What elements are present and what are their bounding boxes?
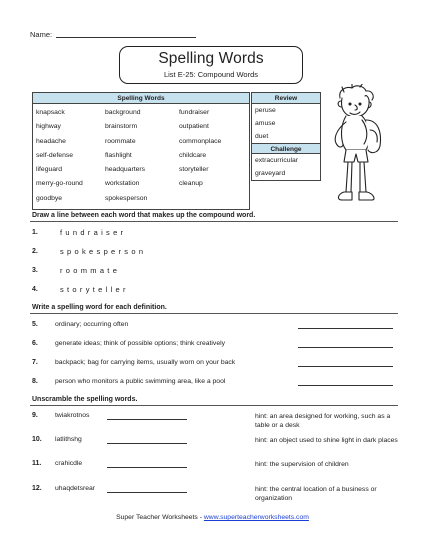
footer-text: Super Teacher Worksheets - bbox=[116, 514, 204, 521]
student-illustration bbox=[322, 84, 394, 212]
spelling-words-table bbox=[32, 92, 250, 210]
review-word: amuse bbox=[255, 120, 276, 127]
spelling-words-header: Spelling Words bbox=[33, 93, 249, 104]
hint-text: hint: an area designed for working, such as a table or a desk bbox=[255, 413, 391, 429]
scrambled-word: twiakrotnos bbox=[55, 412, 90, 419]
hint-text: hint: an object used to shine light in dark places bbox=[255, 437, 398, 444]
answer-line[interactable] bbox=[298, 385, 393, 386]
compound-word[interactable]: spokesperson bbox=[60, 247, 147, 256]
spelling-word: fundraiser bbox=[179, 109, 210, 116]
answer-line[interactable] bbox=[298, 328, 393, 329]
compound-word[interactable]: roommate bbox=[60, 266, 121, 275]
challenge-word: graveyard bbox=[255, 170, 286, 177]
footer bbox=[0, 514, 425, 521]
review-word: peruse bbox=[255, 107, 276, 114]
definition-text: backpack; bag for carrying items, usually worn on your back bbox=[55, 359, 236, 366]
challenge-header: Challenge bbox=[252, 143, 320, 154]
question-number: 8. bbox=[32, 378, 38, 385]
spelling-word: self-defense bbox=[36, 151, 74, 159]
answer-line[interactable] bbox=[107, 419, 187, 420]
spelling-word: roommate bbox=[105, 137, 136, 145]
spelling-word: lifeguard bbox=[36, 166, 63, 174]
name-line[interactable] bbox=[56, 37, 196, 38]
question-number: 6. bbox=[32, 340, 38, 347]
spelling-word: merry-go-round bbox=[36, 180, 83, 188]
review-header: Review bbox=[252, 93, 320, 104]
scrambled-word: crahicdle bbox=[55, 460, 83, 467]
spelling-word: brainstorm bbox=[105, 123, 138, 131]
question-number: 3. bbox=[32, 267, 38, 274]
footer-link[interactable]: www.superteacherworksheets.com bbox=[203, 514, 309, 521]
spelling-word: highway bbox=[36, 123, 61, 131]
spelling-word: childcare bbox=[179, 151, 207, 159]
title-box bbox=[119, 46, 303, 84]
answer-line[interactable] bbox=[107, 443, 187, 444]
spelling-word: flashlight bbox=[105, 151, 132, 159]
spelling-word: headache bbox=[36, 137, 66, 145]
question-number: 4. bbox=[32, 286, 38, 293]
spelling-word: goodbye bbox=[36, 194, 63, 202]
hint-text: hint: the central location of a business or organization bbox=[255, 486, 377, 502]
spelling-word: storyteller bbox=[179, 166, 209, 174]
spelling-words-grid bbox=[33, 104, 249, 209]
name-field[interactable] bbox=[30, 30, 196, 39]
challenge-word: extracurricular bbox=[255, 157, 299, 164]
answer-line[interactable] bbox=[107, 492, 187, 493]
question-number: 11. bbox=[32, 460, 42, 467]
question-number: 5. bbox=[32, 321, 38, 328]
section-divider bbox=[30, 221, 398, 222]
answer-line[interactable] bbox=[107, 467, 187, 468]
page-subtitle: List E-25: Compound Words bbox=[163, 70, 259, 79]
scrambled-word: latlithshg bbox=[55, 436, 82, 443]
section-1-instruction: Draw a line between each word that makes up the compound word. bbox=[32, 212, 256, 219]
compound-word[interactable]: storyteller bbox=[60, 285, 129, 294]
answer-line[interactable] bbox=[298, 347, 393, 348]
definition-text: ordinary; occurring often bbox=[55, 321, 129, 328]
name-label: Name: bbox=[30, 30, 53, 39]
question-number: 2. bbox=[32, 248, 38, 255]
spelling-word: workstation bbox=[105, 180, 140, 188]
definition-text: generate ideas; think of possible options; think creatively bbox=[55, 340, 226, 347]
definition-text: person who monitors a public swimming area, like a pool bbox=[55, 378, 226, 385]
hint-text: hint: the supervision of children bbox=[255, 461, 349, 468]
section-divider bbox=[30, 405, 398, 406]
section-2-instruction: Write a spelling word for each definition. bbox=[32, 304, 167, 311]
spelling-word: background bbox=[105, 109, 141, 116]
spelling-word: knapsack bbox=[36, 109, 65, 116]
question-number: 9. bbox=[32, 412, 38, 419]
review-word: duet bbox=[255, 133, 269, 140]
spelling-word: spokesperson bbox=[105, 194, 148, 202]
scrambled-word: uhaqdetsrear bbox=[55, 485, 96, 492]
question-number: 10. bbox=[32, 436, 42, 443]
review-challenge-table bbox=[251, 92, 321, 181]
spelling-word: cleanup bbox=[179, 180, 203, 188]
question-number: 12. bbox=[32, 485, 42, 492]
spelling-word: outpatient bbox=[179, 123, 209, 131]
answer-line[interactable] bbox=[298, 366, 393, 367]
spelling-word: headquarters bbox=[105, 166, 146, 174]
question-number: 1. bbox=[32, 229, 38, 236]
question-number: 7. bbox=[32, 359, 38, 366]
page-title: Spelling Words bbox=[158, 50, 264, 67]
section-divider bbox=[30, 313, 398, 314]
spelling-word: commonplace bbox=[179, 137, 222, 145]
compound-word[interactable]: fundraiser bbox=[60, 228, 127, 237]
section-3-instruction: Unscramble the spelling words. bbox=[32, 396, 138, 403]
spelling-word bbox=[176, 192, 251, 206]
